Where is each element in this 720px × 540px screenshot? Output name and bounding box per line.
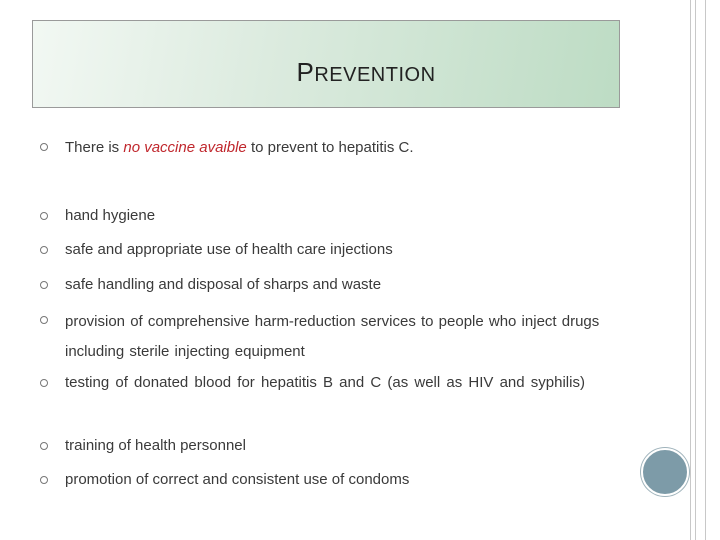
bullet-text-2: safe and appropriate use of health care injections	[65, 241, 393, 258]
bullet-0-pre: There is	[65, 139, 124, 156]
bullet-icon	[40, 476, 48, 484]
title-initial: P	[296, 57, 315, 87]
title-rest: REVENTION	[314, 64, 436, 86]
decor-line	[695, 0, 696, 540]
decor-circle	[641, 448, 689, 496]
bullet-text-4: provision of comprehensive harm-reduction services to people who inject drugs including sterile injecting equipment	[65, 313, 600, 360]
title-band	[32, 20, 620, 108]
slide-title	[33, 57, 619, 88]
bullet-text-6: training of health personnel	[65, 437, 246, 454]
decor-line	[705, 0, 706, 540]
bullet-icon	[40, 212, 48, 220]
bullet-0-post: to prevent to hepatitis C.	[246, 139, 414, 156]
bullet-icon	[40, 143, 48, 151]
bullet-text-1: hand hygiene	[65, 207, 156, 224]
bullet-0-emphasis: no vaccine avaible	[123, 139, 247, 156]
bullet-text-5: testing of donated blood for hepatitis B and C (as well as HIV and syphilis)	[65, 374, 585, 391]
bullet-text-0	[65, 134, 613, 161]
bullet-icon	[40, 281, 48, 289]
bullet-icon	[40, 246, 48, 254]
bullet-text-7: promotion of correct and consistent use of condoms	[65, 471, 410, 488]
bullet-icon	[40, 379, 48, 387]
bullet-text-3: safe handling and disposal of sharps and waste	[65, 276, 382, 293]
bullet-icon	[40, 316, 48, 324]
bullet-icon	[40, 442, 48, 450]
decor-line	[690, 0, 691, 540]
